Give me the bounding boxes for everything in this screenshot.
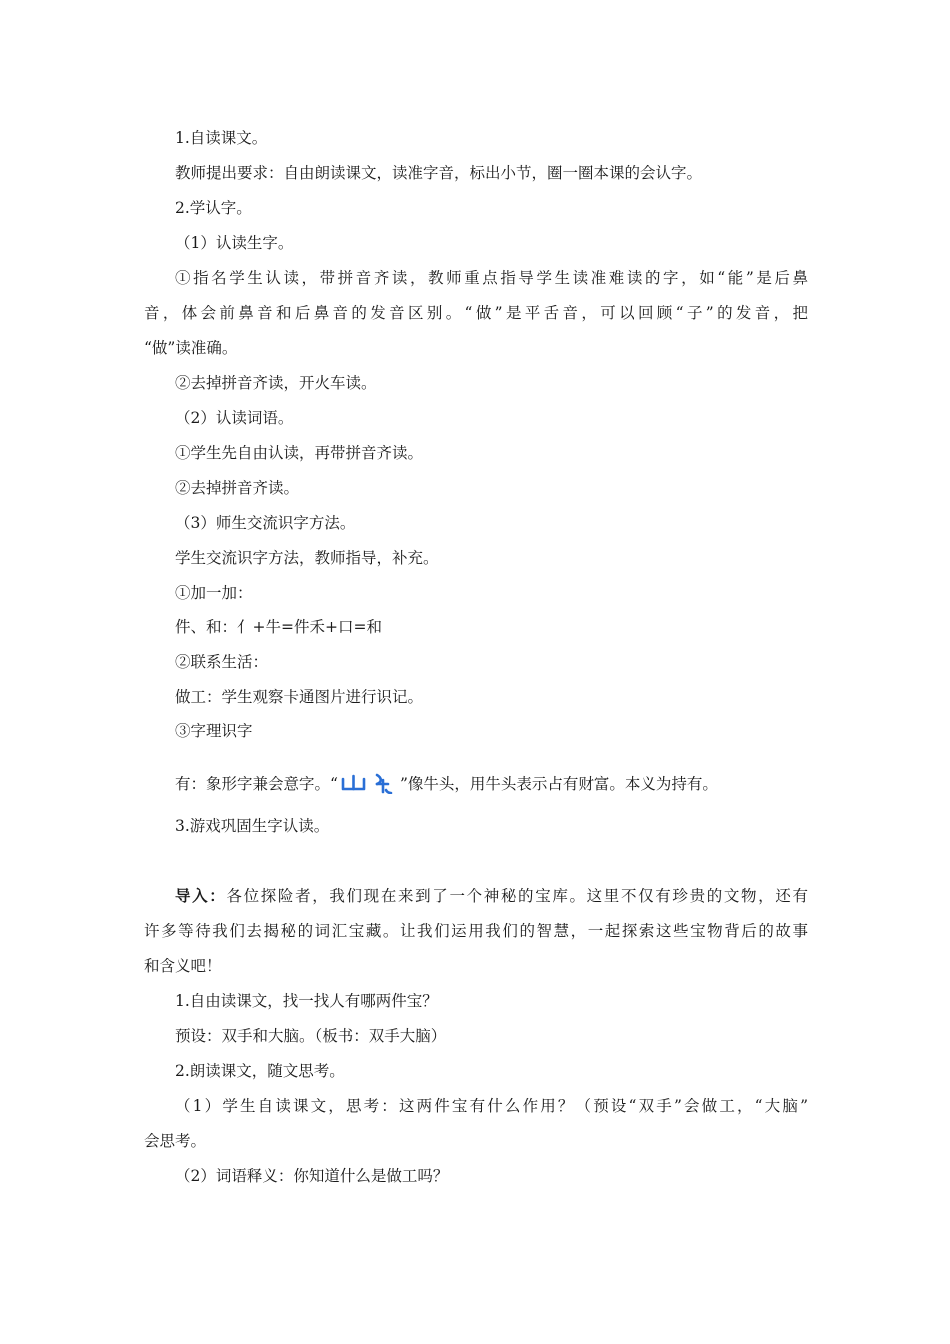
paragraph-line: （1）学生自读课文，思考：这两件宝有什么作用？（预设“双手”会做工，“大脑” [175,1097,808,1115]
line-text: 各位探险者，我们现在来到了一个神秘的宝库。这里不仅有珍贵的文物，还有 [226,887,808,905]
paragraph-line: ③字理识字 [175,722,253,740]
paragraph-line: ①加一加： [175,584,253,602]
oracle-bone-you-glyph-icon [338,772,400,794]
paragraph-line: 教师提出要求：自由朗读课文，读准字音，标出小节，圈一圈本课的会认字。 [175,164,703,182]
paragraph-line: 音，体会前鼻音和后鼻音的发音区别。“做”是平舌音，可以回顾“子”的发音，把 [144,304,808,322]
paragraph-line: 件、和：亻+牛=件禾+口=和 [175,618,382,636]
line-text: ”像牛头，用牛头表示占有财富。本义为持有。 [399,775,718,793]
paragraph-line: （3）师生交流识字方法。 [175,514,356,532]
paragraph-line [175,772,808,794]
paragraph-line: ①学生先自由认读，再带拼音齐读。 [175,444,424,462]
paragraph-line: “做”读准确。 [144,339,238,357]
paragraph-line: ①指名学生认读，带拼音齐读，教师重点指导学生读准难读的字，如“能”是后鼻 [175,269,808,287]
line-text: 有：象形字兼会意字。“ [175,775,338,793]
paragraph-line: 和含义吧！ [144,957,222,975]
paragraph-line [175,886,808,906]
paragraph-line: 会思考。 [144,1132,207,1150]
paragraph-line: ②联系生活： [175,653,269,671]
intro-label: 导入： [175,886,227,905]
paragraph-line: ②去掉拼音齐读，开火车读。 [175,374,377,392]
paragraph-line: ②去掉拼音齐读。 [175,479,300,497]
paragraph-line: 做工：学生观察卡通图片进行识记。 [175,688,424,706]
paragraph-line: 2.学认字。 [175,199,252,217]
paragraph-line: 1.自由读课文，找一找人有哪两件宝？ [175,992,438,1010]
paragraph-line: （2）词语释义：你知道什么是做工吗？ [175,1167,449,1185]
paragraph-line: （2）认读词语。 [175,409,294,427]
paragraph-line: 2.朗读课文，随文思考。 [175,1062,345,1080]
paragraph-line: 3.游戏巩固生字认读。 [175,817,330,835]
paragraph-line: 许多等待我们去揭秘的词汇宝藏。让我们运用我们的智慧，一起探索这些宝物背后的故事 [144,922,808,940]
paragraph-line: （1）认读生字。 [175,234,294,252]
paragraph-line: 1.自读课文。 [175,129,268,147]
paragraph-line: 学生交流识字方法，教师指导，补充。 [175,549,439,567]
paragraph-line: 预设：双手和大脑。（板书：双手大脑） [175,1027,447,1045]
